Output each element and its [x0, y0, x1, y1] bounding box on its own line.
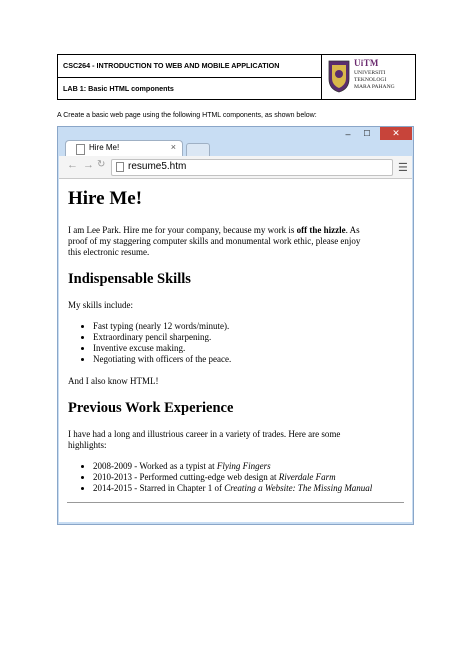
intro-line-1: I am Lee Park. Hire me for your company, because my work is off the hizzle. As — [68, 225, 360, 235]
logo-line-3: MARA PAHANG — [354, 84, 395, 90]
intro-bold: off the hizzle — [296, 225, 346, 235]
skills-intro: My skills include: — [68, 300, 133, 310]
menu-icon[interactable]: ☰ — [398, 162, 408, 174]
tab-title: Hire Me! — [89, 143, 120, 152]
reload-icon[interactable]: ↻ — [97, 159, 106, 170]
logo-line-2: TEKNOLOGI — [354, 77, 387, 83]
university-seal-icon — [327, 59, 351, 93]
lab-title: LAB 1: Basic HTML components — [63, 84, 174, 93]
close-window-button[interactable]: ✕ — [380, 127, 412, 140]
lab-cell — [58, 78, 322, 99]
work-item: • 2008-2009 - Worked as a typist at Flying Fingers — [93, 461, 372, 472]
forward-arrow-icon[interactable]: → — [83, 159, 94, 171]
maximize-button[interactable]: ☐ — [363, 129, 371, 138]
browser-window — [57, 126, 414, 525]
work-heading: Previous Work Experience — [68, 400, 234, 416]
intro-line-3: this electronic resume. — [68, 247, 150, 257]
university-logo — [322, 55, 415, 99]
title-bar — [58, 127, 413, 141]
skill-item: • Negotiating with officers of the peace. — [93, 354, 231, 365]
skill-item: • Extraordinary pencil sharpening. — [93, 332, 231, 343]
back-arrow-icon[interactable]: ← — [67, 159, 78, 171]
skills-list — [68, 321, 231, 365]
new-tab-button[interactable] — [186, 143, 210, 157]
skill-item: • Inventive excuse making. — [93, 343, 231, 354]
page-heading: Hire Me! — [68, 188, 143, 209]
address-url: resume5.htm — [128, 161, 187, 172]
instruction-text: A Create a basic web page using the following HTML components, as shown below: — [57, 112, 317, 119]
work-intro-line-2: highlights: — [68, 440, 107, 450]
course-cell — [58, 55, 322, 78]
course-title: CSC264 - INTRODUCTION TO WEB AND MOBILE APPLICATION — [63, 61, 280, 70]
work-item: • 2014-2015 - Starred in Chapter 1 of Creating a Website: The Missing Manual — [93, 483, 372, 494]
html-note: And I also know HTML! — [68, 376, 159, 386]
page-content — [59, 179, 412, 522]
tab-close-icon[interactable]: × — [170, 142, 176, 152]
logo-brand: UiTM — [354, 58, 379, 68]
work-list — [68, 461, 372, 494]
intro-line-2: proof of my staggering computer skills and monumental work ethic, please enjoy — [68, 236, 361, 246]
logo-line-1: UNIVERSITI — [354, 70, 386, 76]
toolbar — [59, 156, 412, 179]
page-icon-small — [116, 162, 124, 172]
address-bar[interactable] — [111, 159, 393, 176]
skills-heading: Indispensable Skills — [68, 271, 191, 287]
skill-item: • Fast typing (nearly 12 words/minute). — [93, 321, 231, 332]
minimize-button[interactable]: – — [345, 129, 351, 139]
browser-tab[interactable] — [65, 140, 183, 157]
header-table — [57, 54, 416, 100]
work-item: • 2010-2013 - Performed cutting-edge web design at Riverdale Farm — [93, 472, 372, 483]
horizontal-scrollbar[interactable] — [67, 502, 404, 503]
page-icon — [76, 144, 85, 155]
work-intro-line-1: I have had a long and illustrious career in a variety of trades. Here are some — [68, 429, 341, 439]
